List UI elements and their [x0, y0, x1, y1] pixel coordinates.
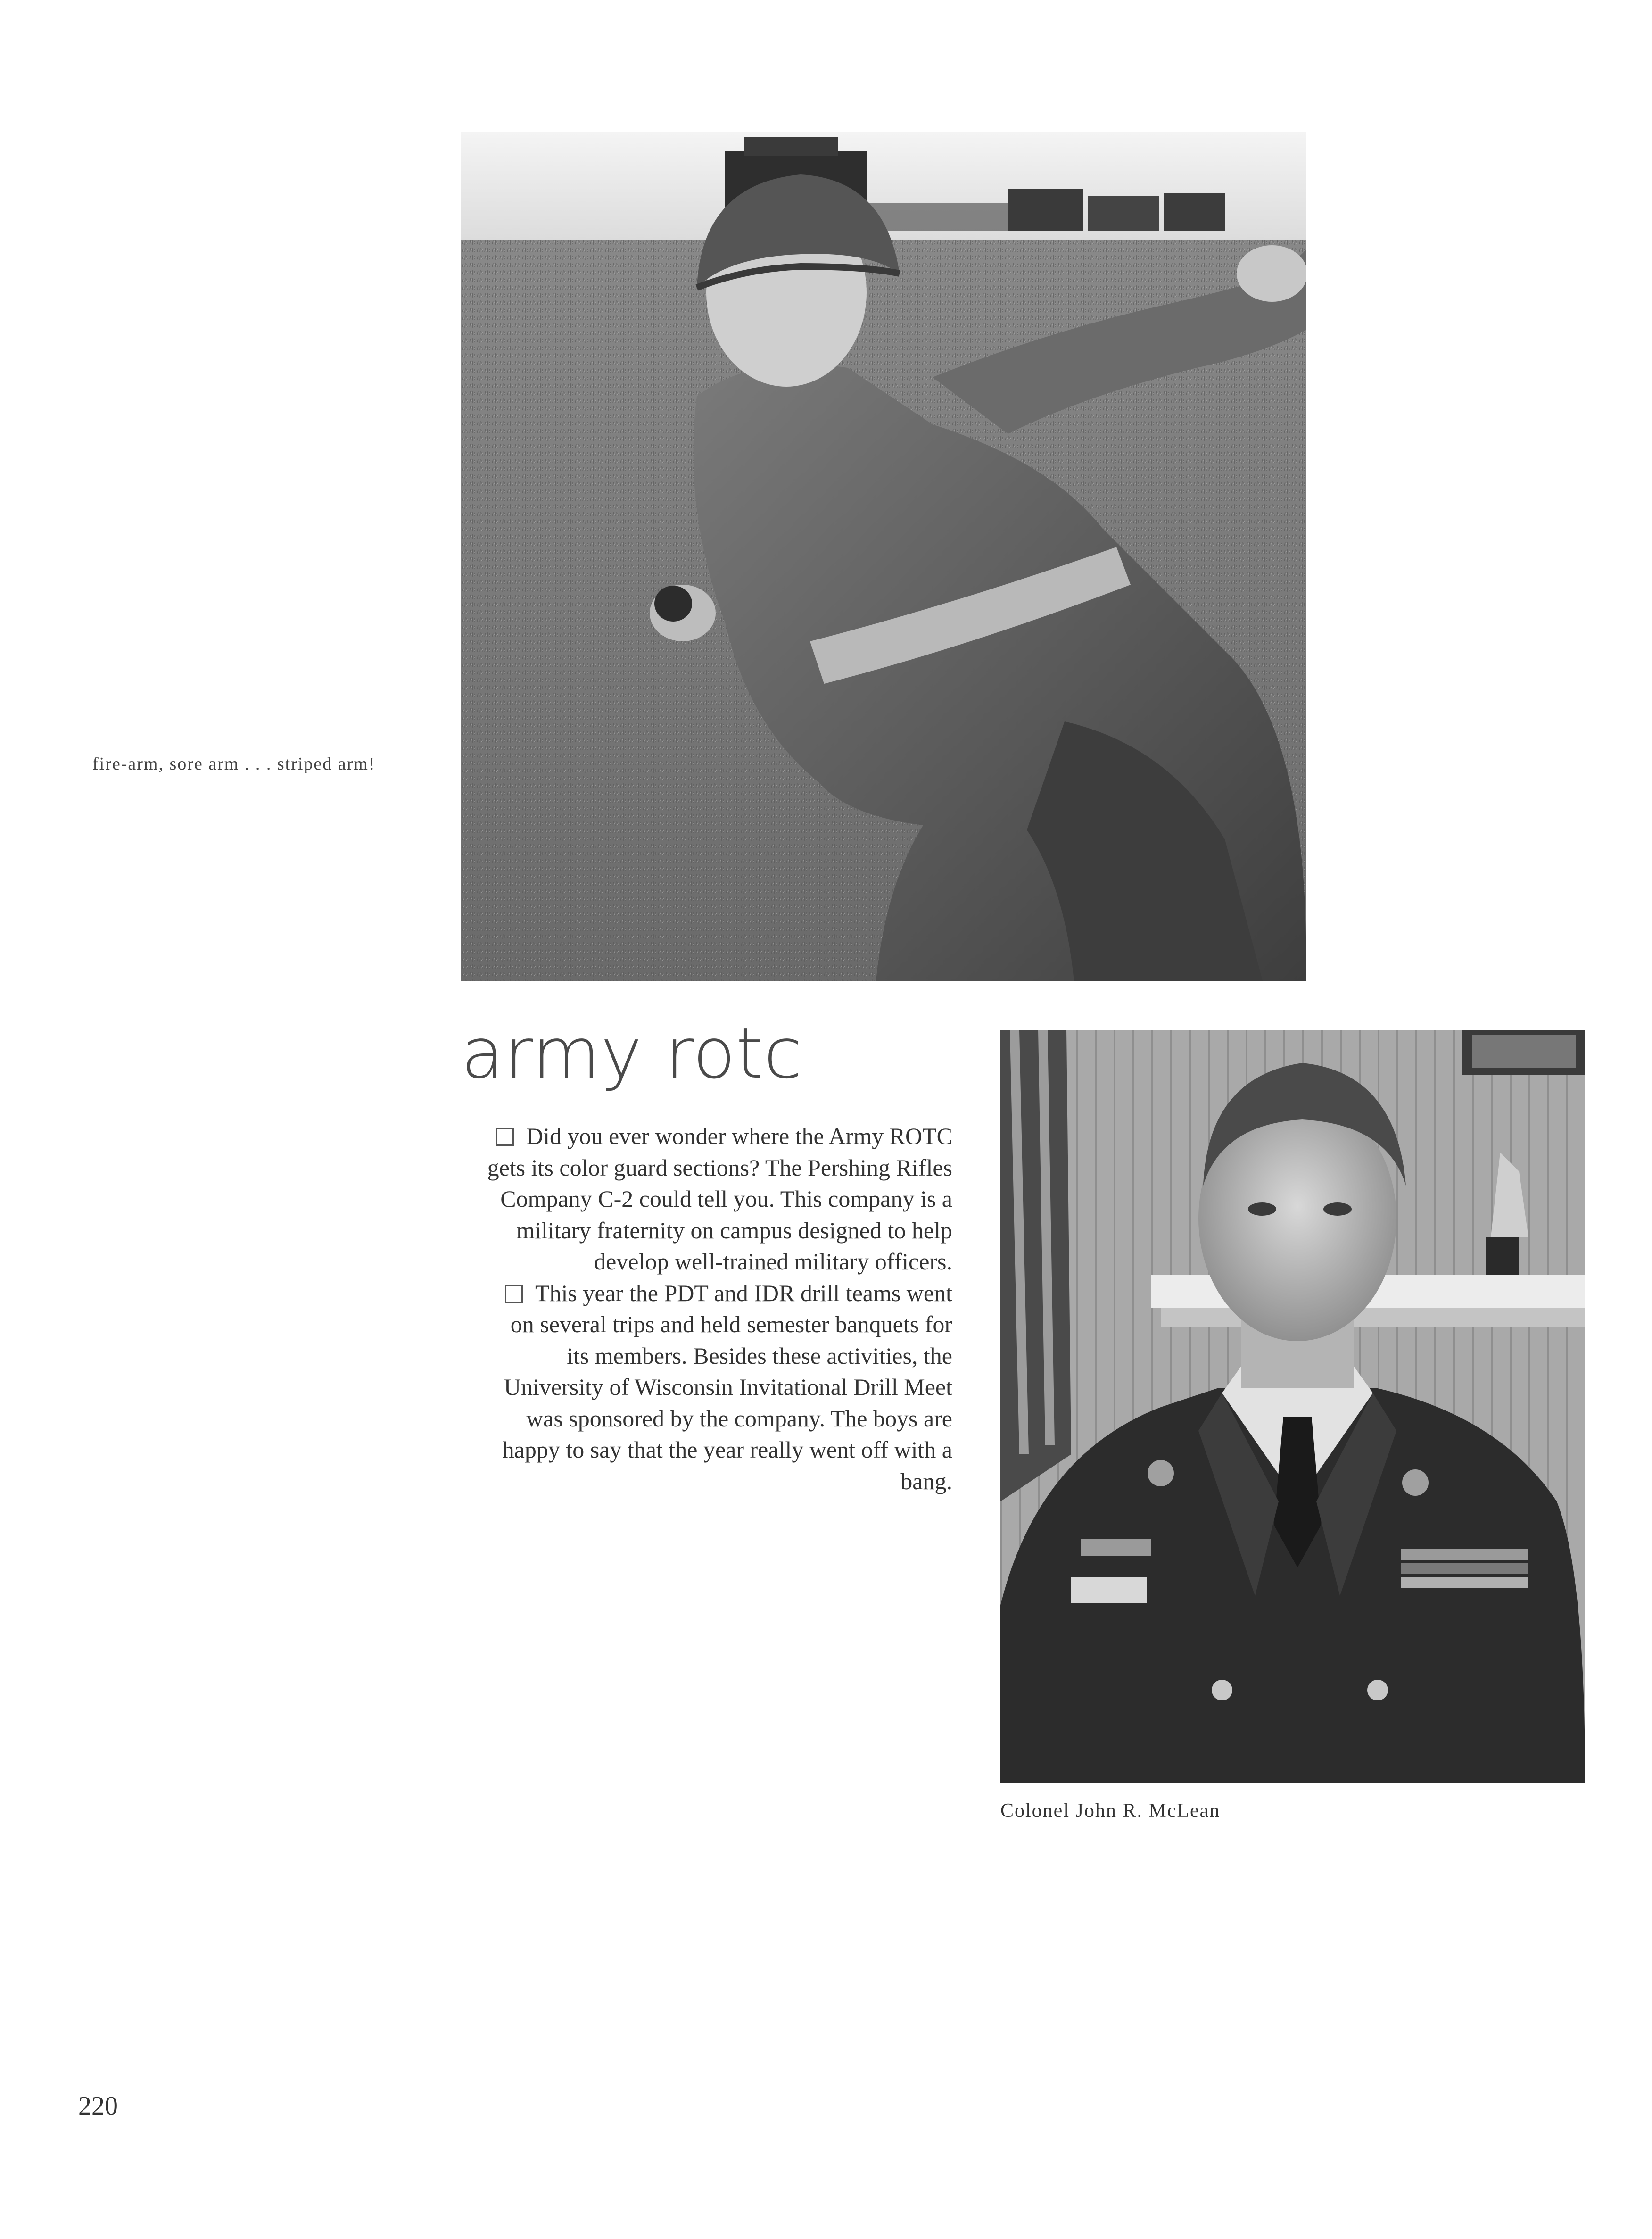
article-paragraph-2	[486, 1277, 952, 1497]
article-paragraph-1	[486, 1120, 952, 1277]
article-body	[486, 1120, 952, 1497]
soldier-photo-caption: fire-arm, sore arm . . . striped arm!	[92, 754, 376, 774]
soldier-grenade-photo	[461, 132, 1306, 981]
colonel-photo-caption: Colonel John R. McLean	[1000, 1800, 1221, 1822]
box-bullet-icon	[496, 1128, 514, 1146]
box-bullet-icon	[505, 1285, 523, 1303]
colonel-portrait-photo	[1000, 1030, 1585, 1783]
paragraph-text: This year the PDT and IDR drill teams went on several trips and held semester banquets for its members. Besides these activities, the University of Wisconsin Invitational Drill Meet was sponsored by the company. The boys are happy to say that the year really went off with a bang.	[502, 1279, 952, 1494]
paragraph-text: Did you ever wonder where the Army ROTC gets its color guard sections? The Pershing Rifles Company C-2 could tell you. This company is a military fraternity on campus designed to help develop well-trained military officers.	[487, 1123, 952, 1275]
page-number: 220	[78, 2091, 118, 2121]
article-heading: army rotc	[461, 1013, 803, 1094]
